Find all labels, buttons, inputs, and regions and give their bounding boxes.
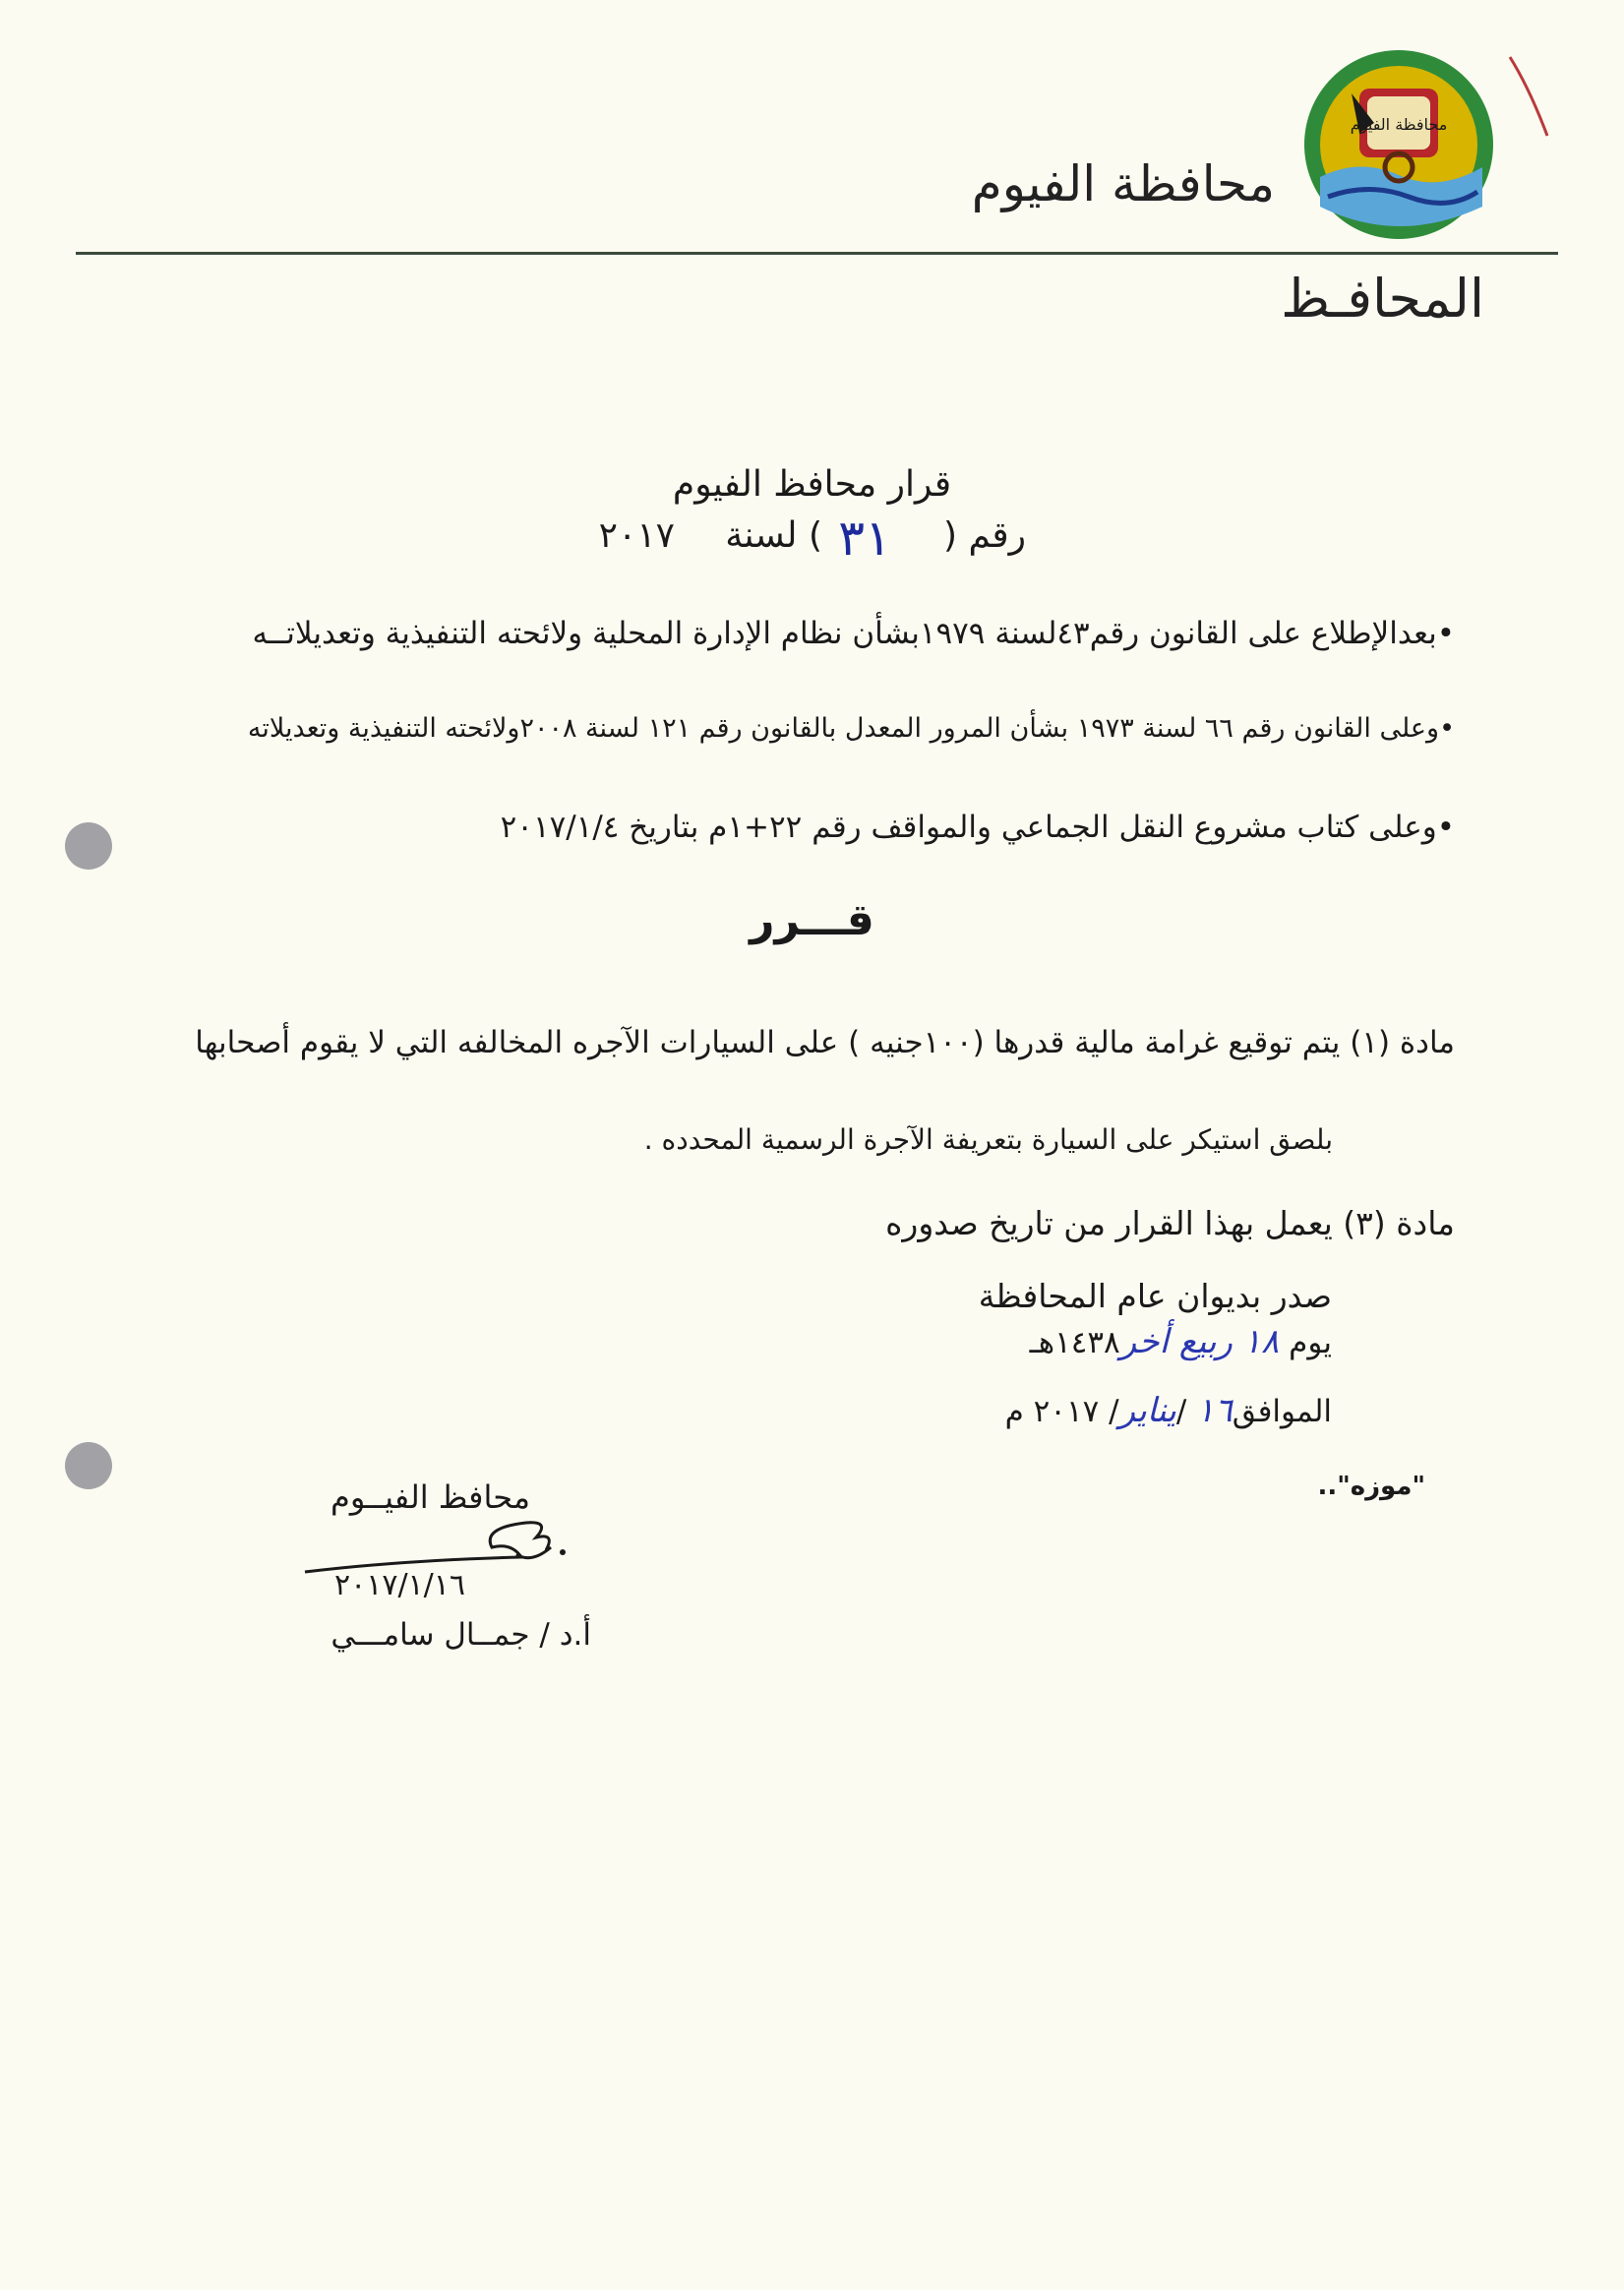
decision-title: قرار محافظ الفيوم <box>672 464 952 505</box>
punch-hole <box>65 822 112 870</box>
logo-lettering: محافظة الفيوم <box>1350 115 1448 134</box>
hijri-year: ١٤٣٨هـ <box>1029 1325 1120 1360</box>
signatory-name: أ.د / جمــال سامـــي <box>331 1617 591 1653</box>
page-number: 1 <box>1530 108 1531 109</box>
preamble-line-1: •بعدالإطلاع على القانون رقم٤٣لسنة ١٩٧٩بشأن نظام الإدارة المحلية ولائحته التنفيذية وتعديلاتــه <box>252 616 1455 651</box>
day-handwritten: ١٨ ربيع أخر <box>1119 1322 1280 1361</box>
signature-date-handwritten: ٢٠١٧/١/١٦ <box>334 1568 466 1602</box>
number-label-close: ) لسنة <box>725 515 822 556</box>
page-number-mark <box>1500 49 1559 148</box>
date-month-handwritten: يناير <box>1118 1391 1176 1430</box>
issued-at: صدر بديوان عام المحافظة <box>978 1277 1332 1315</box>
gregorian-date-line: الموافق١٦ /يناير/ ٢٠١٧ م <box>1004 1391 1332 1430</box>
article-3: مادة (٣) يعمل بهذا القرار من تاريخ صدوره <box>885 1204 1455 1242</box>
date-day-handwritten: ١٦ <box>1196 1391 1233 1430</box>
governorate-logo <box>1300 49 1497 241</box>
decision-year: ٢٠١٧ <box>598 515 675 556</box>
preamble-line-2: •وعلى القانون رقم ٦٦ لسنة ١٩٧٣ بشأن المرور المعدل بالقانون رقم ١٢١ لسنة ٢٠٠٨ولائحته التنفيذية وتعديلاته <box>247 713 1455 744</box>
date-label: الموافق <box>1232 1394 1332 1429</box>
day-label: يوم <box>1289 1325 1332 1360</box>
decision-number-line <box>943 515 1026 556</box>
decision-heading: قـــرر <box>750 895 874 945</box>
office-title: المحافـظ <box>1281 268 1484 330</box>
preamble-line-3: •وعلى كتاب مشروع النقل الجماعي والمواقف رقم ٢٢+١م بتاريخ ٢٠١٧/١/٤ <box>500 810 1455 845</box>
signatory-title: محافظ الفيــوم <box>331 1478 530 1516</box>
header-divider <box>76 252 1558 255</box>
article-1-line-2: بلصق استيكر على السيارة بتعريفة الآجرة الرسمية المحدده . <box>643 1123 1333 1156</box>
article-1-line-1: مادة (١) يتم توقيع غرامة مالية قدرها (١٠٠جنيه ) على السيارات الآجره المخالفه التي لا يقوم أصحابها <box>195 1025 1455 1060</box>
decision-number-handwritten: ٣١ <box>838 510 891 567</box>
issue-day-line <box>1030 1322 1332 1361</box>
punch-hole <box>65 1442 112 1489</box>
date-year: / ٢٠١٧ م <box>1004 1394 1119 1429</box>
number-label-open: رقم ( <box>942 515 1026 556</box>
distribution-note: "موزه".. <box>1317 1472 1425 1501</box>
governorate-name: محافظة الفيوم <box>971 155 1275 212</box>
